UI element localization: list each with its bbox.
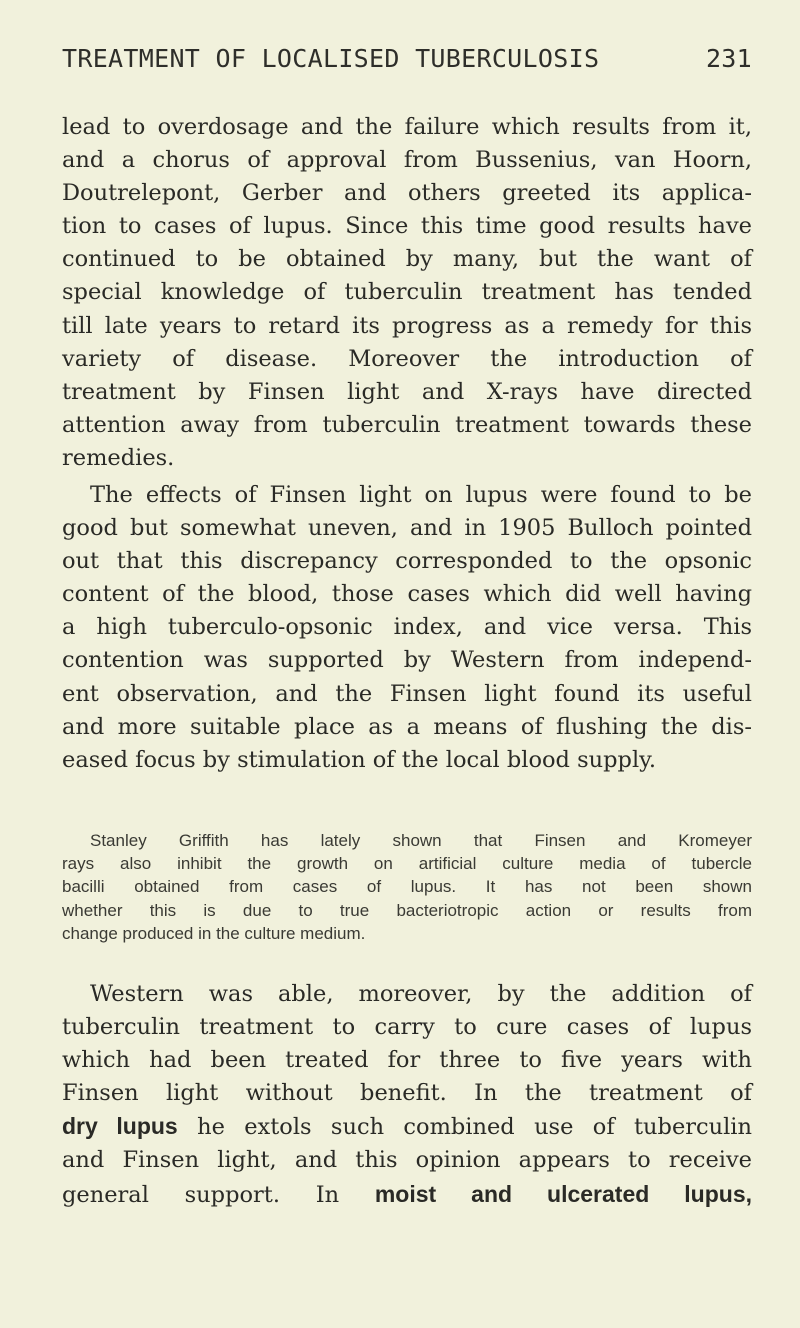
text-line: which had been treated for three to five years with bbox=[62, 1047, 752, 1074]
text-line: Finsen light without benefit. In the treatment of bbox=[62, 1080, 752, 1107]
text-line: and more suitable place as a means of flushing the dis- bbox=[62, 713, 752, 740]
paragraph-3 bbox=[62, 978, 752, 1212]
running-head bbox=[62, 44, 752, 73]
text-run: general support. In bbox=[62, 1181, 375, 1208]
note-line: bacilli obtained from cases of lupus. It has not been shown bbox=[62, 877, 752, 897]
text-line: contention was supported by Western from independ- bbox=[62, 647, 752, 674]
text-line: eased focus by stimulation of the local blood supply. bbox=[62, 746, 657, 773]
note-line: change produced in the culture medium. bbox=[62, 923, 366, 943]
text-line: remedies. bbox=[62, 444, 175, 471]
note-line: Stanley Griffith has lately shown that Finsen and Kromeyer bbox=[90, 831, 752, 850]
text-line: content of the blood, those cases which did well having bbox=[62, 581, 752, 608]
paragraph-1 bbox=[62, 111, 752, 475]
text-line: attention away from tuberculin treatment towards these bbox=[62, 411, 752, 438]
text-line: variety of disease. Moreover the introduction of bbox=[62, 345, 752, 372]
text-line: out that this discrepancy corresponded to the opsonic bbox=[62, 548, 752, 575]
note-line: rays also inhibit the growth on artificial culture media of tubercle bbox=[62, 854, 752, 874]
text-line: Doutrelepont, Gerber and others greeted its applica- bbox=[62, 180, 752, 207]
text-run: he extols such combined use of tuberculin bbox=[177, 1114, 752, 1141]
text-line: continued to be obtained by many, but the want of bbox=[62, 246, 752, 273]
text-line: ent observation, and the Finsen light found its useful bbox=[62, 680, 752, 707]
text-line: and Finsen light, and this opinion appears to receive bbox=[62, 1147, 752, 1174]
text-line: tion to cases of lupus. Since this time good results have bbox=[62, 213, 752, 240]
paragraph-2 bbox=[62, 479, 752, 777]
text-line: good but somewhat uneven, and in 1905 Bulloch pointed bbox=[62, 515, 752, 542]
text-line: lead to overdosage and the failure which results from it, bbox=[62, 114, 752, 140]
text-line bbox=[62, 1178, 752, 1212]
text-line: tuberculin treatment to carry to cure cases of lupus bbox=[62, 1014, 752, 1041]
emphasis-dry-lupus: dry lupus bbox=[62, 1113, 178, 1140]
text-line bbox=[62, 1110, 752, 1144]
text-line: a high tuberculo-opsonic index, and vice versa. This bbox=[62, 614, 752, 641]
note-line: whether this is due to true bacteriotropic action or results from bbox=[62, 900, 752, 920]
emphasis-moist-ulcerated-lupus: moist and ulcerated lupus, bbox=[374, 1180, 752, 1207]
page-number: 231 bbox=[705, 44, 752, 73]
small-print-note bbox=[62, 829, 752, 945]
text-line: The effects of Finsen light on lupus were found to be bbox=[90, 482, 752, 508]
text-line: till late years to retard its progress as a remedy for this bbox=[62, 312, 752, 339]
text-line: and a chorus of approval from Bussenius, van Hoorn, bbox=[62, 147, 752, 174]
running-head-title: TREATMENT OF LOCALISED TUBERCULOSIS bbox=[62, 44, 600, 73]
text-line: treatment by Finsen light and X-rays have directed bbox=[62, 378, 752, 405]
text-line: special knowledge of tuberculin treatment has tended bbox=[62, 279, 752, 306]
text-line: Western was able, moreover, by the addition of bbox=[90, 981, 752, 1007]
